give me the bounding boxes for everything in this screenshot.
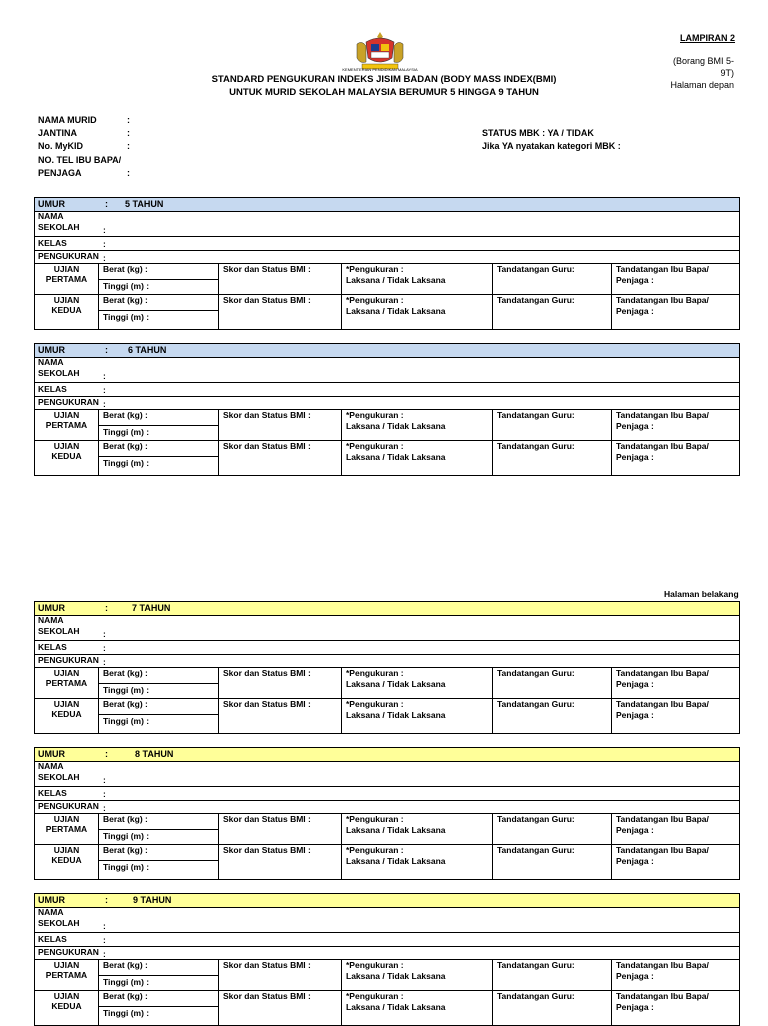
tandatangan-ibu-label: Tandatangan Ibu Bapa/: [616, 814, 709, 824]
tandatangan-guru-label: Tandatangan Guru:: [497, 295, 575, 305]
age-section-table: [34, 747, 740, 880]
tandatangan-guru-label: Tandatangan Guru:: [497, 960, 575, 970]
ujian-kedua-label: KEDUA: [51, 305, 82, 315]
tinggi-label: Tinggi (m) :: [103, 831, 150, 841]
pengukuran-star-label: *Pengukuran :: [346, 441, 404, 451]
row-divider: [35, 294, 739, 295]
tandatangan-ibu-label: Tandatangan Ibu Bapa/: [616, 264, 709, 274]
cell-divider: [98, 279, 218, 280]
tandatangan-guru-label: Tandatangan Guru:: [497, 991, 575, 1001]
column-divider: [611, 409, 612, 476]
column-divider: [341, 959, 342, 1026]
column-divider: [492, 667, 493, 734]
berat-label: Berat (kg) :: [103, 845, 148, 855]
berat-label: Berat (kg) :: [103, 960, 148, 970]
pengukuran-star-label: *Pengukuran :: [346, 264, 404, 274]
berat-label: Berat (kg) :: [103, 410, 148, 420]
nama-sekolah-label: SEKOLAH: [38, 772, 80, 782]
ujian-pertama-label: PERTAMA: [45, 970, 88, 980]
tandatangan-ibu-label: Penjaga :: [616, 679, 654, 689]
tandatangan-ibu-label: Tandatangan Ibu Bapa/: [616, 441, 709, 451]
ujian-pertama-label: PERTAMA: [45, 420, 88, 430]
colon: :: [127, 141, 130, 151]
tandatangan-ibu-label: Tandatangan Ibu Bapa/: [616, 295, 709, 305]
ujian-kedua-label: KEDUA: [51, 855, 82, 865]
column-divider: [98, 409, 99, 476]
pengukuran-star-label: *Pengukuran :: [346, 668, 404, 678]
skor-bmi-label: Skor dan Status BMI :: [223, 991, 311, 1001]
age-section-table: [34, 893, 740, 1026]
row-divider: [35, 844, 739, 845]
mykid-label: No. MyKID: [38, 141, 83, 151]
tandatangan-ibu-label: Penjaga :: [616, 1002, 654, 1012]
row-divider: [35, 440, 739, 441]
colon: :: [127, 128, 130, 138]
kelas-label: KELAS: [38, 788, 67, 798]
column-divider: [98, 959, 99, 1026]
ujian-kedua-label: KEDUA: [51, 1001, 82, 1011]
laksana-label: Laksana / Tidak Laksana: [346, 452, 446, 462]
pengukuran-star-label: *Pengukuran :: [346, 845, 404, 855]
nama-sekolah-label: NAMA: [38, 357, 64, 367]
cell-divider: [98, 425, 218, 426]
colon: :: [105, 895, 108, 905]
umur-header-row: [35, 894, 739, 908]
age-section-table: [34, 343, 740, 476]
colon: :: [103, 385, 106, 395]
column-divider: [341, 409, 342, 476]
column-divider: [341, 263, 342, 330]
column-divider: [218, 263, 219, 330]
colon: :: [105, 199, 108, 209]
laksana-label: Laksana / Tidak Laksana: [346, 1002, 446, 1012]
column-divider: [611, 667, 612, 734]
ujian-kedua-label: KEDUA: [51, 709, 82, 719]
row-divider: [35, 396, 739, 397]
colon: :: [103, 629, 106, 639]
ujian-label: UJIAN: [53, 668, 80, 678]
tandatangan-guru-label: Tandatangan Guru:: [497, 441, 575, 451]
row-divider: [35, 236, 739, 237]
ujian-label: UJIAN: [53, 814, 80, 824]
tandatangan-ibu-label: Penjaga :: [616, 452, 654, 462]
pengukuran-label: PENGUKURAN: [38, 251, 99, 261]
berat-label: Berat (kg) :: [103, 295, 148, 305]
ujian-label: UJIAN: [53, 441, 80, 451]
age-value: 9 TAHUN: [133, 895, 172, 905]
row-divider: [35, 946, 739, 947]
row-divider: [35, 654, 739, 655]
nama-sekolah-label: NAMA: [38, 761, 64, 771]
column-divider: [492, 263, 493, 330]
column-divider: [611, 263, 612, 330]
column-divider: [218, 409, 219, 476]
tinggi-label: Tinggi (m) :: [103, 1008, 150, 1018]
age-section-table: [34, 601, 740, 734]
laksana-label: Laksana / Tidak Laksana: [346, 856, 446, 866]
colon: :: [105, 749, 108, 759]
jantina-label: JANTINA: [38, 128, 78, 138]
column-divider: [492, 409, 493, 476]
tinggi-label: Tinggi (m) :: [103, 685, 150, 695]
umur-header-row: [35, 344, 739, 358]
pengukuran-label: PENGUKURAN: [38, 397, 99, 407]
row-divider: [35, 382, 739, 383]
ujian-label: UJIAN: [53, 960, 80, 970]
kelas-label: KELAS: [38, 238, 67, 248]
colon: :: [127, 168, 130, 178]
row-divider: [35, 698, 739, 699]
nama-sekolah-label: SEKOLAH: [38, 222, 80, 232]
umur-label: UMUR: [38, 603, 65, 613]
tandatangan-guru-label: Tandatangan Guru:: [497, 845, 575, 855]
pengukuran-label: PENGUKURAN: [38, 655, 99, 665]
column-divider: [492, 813, 493, 880]
umur-label: UMUR: [38, 895, 65, 905]
skor-bmi-label: Skor dan Status BMI :: [223, 264, 311, 274]
laksana-label: Laksana / Tidak Laksana: [346, 306, 446, 316]
berat-label: Berat (kg) :: [103, 991, 148, 1001]
ujian-kedua-label: KEDUA: [51, 451, 82, 461]
colon: :: [103, 225, 106, 235]
laksana-label: Laksana / Tidak Laksana: [346, 710, 446, 720]
skor-bmi-label: Skor dan Status BMI :: [223, 814, 311, 824]
tel-label-line2: PENJAGA: [38, 168, 82, 178]
colon: :: [105, 345, 108, 355]
column-divider: [611, 813, 612, 880]
form-code: [660, 55, 734, 91]
row-divider: [35, 800, 739, 801]
pengukuran-star-label: *Pengukuran :: [346, 960, 404, 970]
cell-divider: [98, 456, 218, 457]
tandatangan-ibu-label: Penjaga :: [616, 710, 654, 720]
pengukuran-star-label: *Pengukuran :: [346, 814, 404, 824]
pengukuran-star-label: *Pengukuran :: [346, 991, 404, 1001]
colon: :: [103, 371, 106, 381]
age-value: 7 TAHUN: [132, 603, 171, 613]
tandatangan-guru-label: Tandatangan Guru:: [497, 668, 575, 678]
tandatangan-ibu-label: Penjaga :: [616, 856, 654, 866]
laksana-label: Laksana / Tidak Laksana: [346, 421, 446, 431]
berat-label: Berat (kg) :: [103, 668, 148, 678]
tandatangan-ibu-label: Penjaga :: [616, 306, 654, 316]
colon: :: [103, 399, 106, 409]
row-divider: [35, 990, 739, 991]
laksana-label: Laksana / Tidak Laksana: [346, 679, 446, 689]
nama-sekolah-label: SEKOLAH: [38, 918, 80, 928]
document-title-line1: STANDARD PENGUKURAN INDEKS JISIM BADAN (BODY MASS INDEX(BMI): [211, 74, 557, 85]
umur-header-row: [35, 198, 739, 212]
halaman-belakang-label: Halaman belakang: [664, 589, 739, 599]
tandatangan-ibu-label: Penjaga :: [616, 421, 654, 431]
laksana-label: Laksana / Tidak Laksana: [346, 825, 446, 835]
tandatangan-ibu-label: Tandatangan Ibu Bapa/: [616, 960, 709, 970]
skor-bmi-label: Skor dan Status BMI :: [223, 699, 311, 709]
age-value: 6 TAHUN: [128, 345, 167, 355]
laksana-label: Laksana / Tidak Laksana: [346, 971, 446, 981]
tandatangan-guru-label: Tandatangan Guru:: [497, 699, 575, 709]
age-value: 8 TAHUN: [135, 749, 174, 759]
cell-divider: [98, 829, 218, 830]
umur-label: UMUR: [38, 749, 65, 759]
column-divider: [492, 959, 493, 1026]
row-divider: [35, 786, 739, 787]
ministry-label: KEMENTERIAN PENDIDIKAN MALAYSIA: [342, 67, 418, 72]
cell-divider: [98, 714, 218, 715]
cell-divider: [98, 860, 218, 861]
berat-label: Berat (kg) :: [103, 264, 148, 274]
tinggi-label: Tinggi (m) :: [103, 281, 150, 291]
nama-murid-label: NAMA MURID: [38, 115, 97, 125]
ujian-label: UJIAN: [53, 845, 80, 855]
cell-divider: [98, 1006, 218, 1007]
tinggi-label: Tinggi (m) :: [103, 977, 150, 987]
row-divider: [35, 640, 739, 641]
ujian-label: UJIAN: [53, 699, 80, 709]
umur-header-row: [35, 602, 739, 616]
colon: :: [103, 643, 106, 653]
cell-divider: [98, 310, 218, 311]
umur-header-row: [35, 748, 739, 762]
tandatangan-ibu-label: Penjaga :: [616, 275, 654, 285]
skor-bmi-label: Skor dan Status BMI :: [223, 410, 311, 420]
column-divider: [98, 263, 99, 330]
skor-bmi-label: Skor dan Status BMI :: [223, 668, 311, 678]
skor-bmi-label: Skor dan Status BMI :: [223, 845, 311, 855]
ujian-label: UJIAN: [53, 295, 80, 305]
column-divider: [218, 813, 219, 880]
ujian-pertama-label: PERTAMA: [45, 824, 88, 834]
colon: :: [103, 935, 106, 945]
tandatangan-guru-label: Tandatangan Guru:: [497, 264, 575, 274]
pengukuran-star-label: *Pengukuran :: [346, 295, 404, 305]
halaman-depan-label: Halaman depan: [670, 80, 734, 90]
nama-sekolah-label: NAMA: [38, 211, 64, 221]
column-divider: [611, 959, 612, 1026]
tinggi-label: Tinggi (m) :: [103, 716, 150, 726]
kelas-label: KELAS: [38, 384, 67, 394]
nama-sekolah-label: NAMA: [38, 615, 64, 625]
colon: :: [103, 775, 106, 785]
berat-label: Berat (kg) :: [103, 814, 148, 824]
skor-bmi-label: Skor dan Status BMI :: [223, 441, 311, 451]
skor-bmi-label: Skor dan Status BMI :: [223, 960, 311, 970]
pengukuran-star-label: *Pengukuran :: [346, 699, 404, 709]
status-mbk-label: STATUS MBK : YA / TIDAK: [482, 128, 594, 138]
berat-label: Berat (kg) :: [103, 441, 148, 451]
tandatangan-guru-label: Tandatangan Guru:: [497, 814, 575, 824]
tinggi-label: Tinggi (m) :: [103, 458, 150, 468]
pengukuran-star-label: *Pengukuran :: [346, 410, 404, 420]
umur-label: UMUR: [38, 345, 65, 355]
skor-bmi-label: Skor dan Status BMI :: [223, 295, 311, 305]
tandatangan-ibu-label: Tandatangan Ibu Bapa/: [616, 699, 709, 709]
document-title-line2: UNTUK MURID SEKOLAH MALAYSIA BERUMUR 5 HINGGA 9 TAHUN: [229, 87, 539, 98]
colon: :: [103, 949, 106, 959]
column-divider: [341, 813, 342, 880]
column-divider: [218, 959, 219, 1026]
jika-ya-label: Jika YA nyatakan kategori MBK :: [482, 141, 621, 151]
colon: :: [127, 115, 130, 125]
tandatangan-ibu-label: Tandatangan Ibu Bapa/: [616, 845, 709, 855]
kelas-label: KELAS: [38, 642, 67, 652]
nama-sekolah-label: NAMA: [38, 907, 64, 917]
cell-divider: [98, 683, 218, 684]
colon: :: [105, 603, 108, 613]
pengukuran-label: PENGUKURAN: [38, 801, 99, 811]
colon: :: [103, 803, 106, 813]
colon: :: [103, 921, 106, 931]
column-divider: [341, 667, 342, 734]
tandatangan-guru-label: Tandatangan Guru:: [497, 410, 575, 420]
nama-sekolah-label: SEKOLAH: [38, 368, 80, 378]
tandatangan-ibu-label: Tandatangan Ibu Bapa/: [616, 410, 709, 420]
ujian-pertama-label: PERTAMA: [45, 678, 88, 688]
ujian-label: UJIAN: [53, 264, 80, 274]
age-section-table: [34, 197, 740, 330]
colon: :: [103, 657, 106, 667]
nama-sekolah-label: SEKOLAH: [38, 626, 80, 636]
colon: :: [103, 253, 106, 263]
berat-label: Berat (kg) :: [103, 699, 148, 709]
cell-divider: [98, 975, 218, 976]
umur-label: UMUR: [38, 199, 65, 209]
laksana-label: Laksana / Tidak Laksana: [346, 275, 446, 285]
tinggi-label: Tinggi (m) :: [103, 862, 150, 872]
ujian-label: UJIAN: [53, 410, 80, 420]
column-divider: [218, 667, 219, 734]
row-divider: [35, 932, 739, 933]
tandatangan-ibu-label: Penjaga :: [616, 825, 654, 835]
colon: :: [103, 239, 106, 249]
tandatangan-ibu-label: Tandatangan Ibu Bapa/: [616, 668, 709, 678]
pengukuran-label: PENGUKURAN: [38, 947, 99, 957]
tinggi-label: Tinggi (m) :: [103, 312, 150, 322]
column-divider: [98, 667, 99, 734]
kelas-label: KELAS: [38, 934, 67, 944]
age-value: 5 TAHUN: [125, 199, 164, 209]
colon: :: [103, 789, 106, 799]
tinggi-label: Tinggi (m) :: [103, 427, 150, 437]
borang-label: (Borang BMI 5-9T): [672, 56, 734, 78]
tandatangan-ibu-label: Tandatangan Ibu Bapa/: [616, 991, 709, 1001]
row-divider: [35, 250, 739, 251]
lampiran-label: LAMPIRAN 2: [680, 33, 736, 43]
ujian-label: UJIAN: [53, 991, 80, 1001]
tel-label-line1: NO. TEL IBU BAPA/: [38, 155, 122, 165]
column-divider: [98, 813, 99, 880]
ujian-pertama-label: PERTAMA: [45, 274, 88, 284]
tandatangan-ibu-label: Penjaga :: [616, 971, 654, 981]
